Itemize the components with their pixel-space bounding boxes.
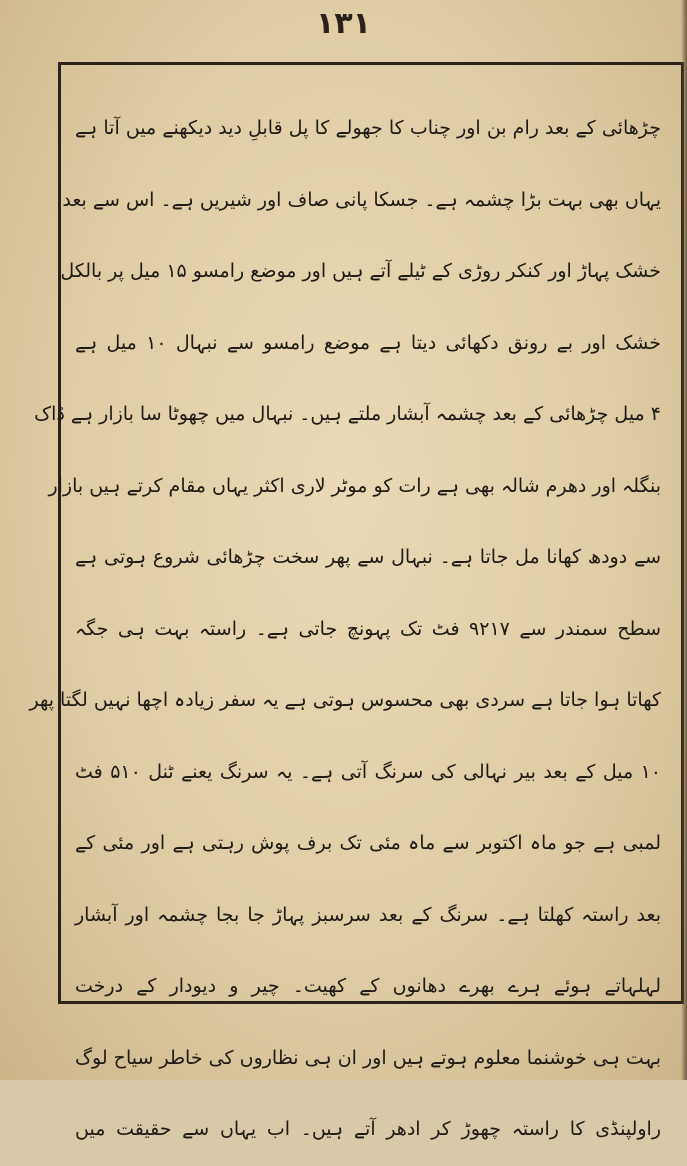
text-body (29, 93, 662, 1166)
text-line: لہلہاتے ہوئے ہرے بھرے دھانوں کے کھیت۔ چیر و دیودار کے درخت (75, 975, 661, 997)
text-line: بعد راستہ کھلتا ہے۔ سرنگ کے بعد سرسبز پہاڑ جا بجا چشمہ اور آبشار (75, 903, 661, 926)
text-frame (29, 62, 684, 1140)
text-line: خشک پہاڑ اور کنکر روڑی کے ٹیلے آتے ہیں اور موضع رامسو ۱۵ میل پر بالکل (60, 260, 661, 282)
page-edge-shadow (681, 0, 687, 1080)
text-line: سطح سمندر سے ۹۲۱۷ فٹ تک پہونچ جاتی ہے۔ راستہ بہت ہی جگہ (75, 617, 661, 640)
text-line: ۱۰ میل کے بعد بیر نہالی کی سرنگ آتی ہے۔ یہ سرنگ یعنے ٹنل ۵۱۰ فٹ (75, 760, 662, 783)
text-line: خشک اور بے رونق دکھائی دیتا ہے موضع رامسو سے نبہال ۱۰ میل ہے (75, 331, 661, 354)
text-line: یہاں بھی بہت بڑا چشمہ ہے۔ جسکا پانی صاف اور شیریں ہے۔ اس سے بعد (62, 188, 661, 211)
text-line: لمبی ہے جو ماہ اکتوبر سے ماہ مئی تک برف پوش رہتی ہے اور مئی کے (75, 832, 661, 854)
text-line: سے دودھ کھانا مل جاتا ہے۔ نبہال سے پھر سخت چڑھائی شروع ہوتی ہے (75, 546, 661, 568)
text-line: ۴ میل چڑھائی کے بعد چشمہ آبشار ملتے ہیں۔ نبہال میں چھوٹا سا بازار ہے ڈاک (34, 403, 661, 425)
text-line: چڑھائی کے بعد رام بن اور چناب کا جھولے کا پل قابلِ دید دیکھنے میں آتا ہے (75, 117, 661, 139)
text-line: بہت ہی خوشنما معلوم ہوتے ہیں اور ان ہی نظاروں کی خاطر سیاح لوگ (75, 1046, 661, 1069)
text-line: راولپنڈی کا راستہ چھوڑ کر ادھر آتے ہیں۔ اب یہاں سے حقیقت میں (75, 1118, 661, 1140)
page-number: ١٣١ (316, 6, 371, 41)
text-line: بنگلہ اور دھرم شالہ بھی ہے رات کو موٹر لاری اکثر یہاں مقام کرتے ہیں بازار (48, 474, 661, 497)
text-line: کھاتا ہوا جاتا ہے سردی بھی محسوس ہوتی ہے یہ سفر زیادہ اچھا نہیں لگتا پھر (29, 689, 661, 711)
